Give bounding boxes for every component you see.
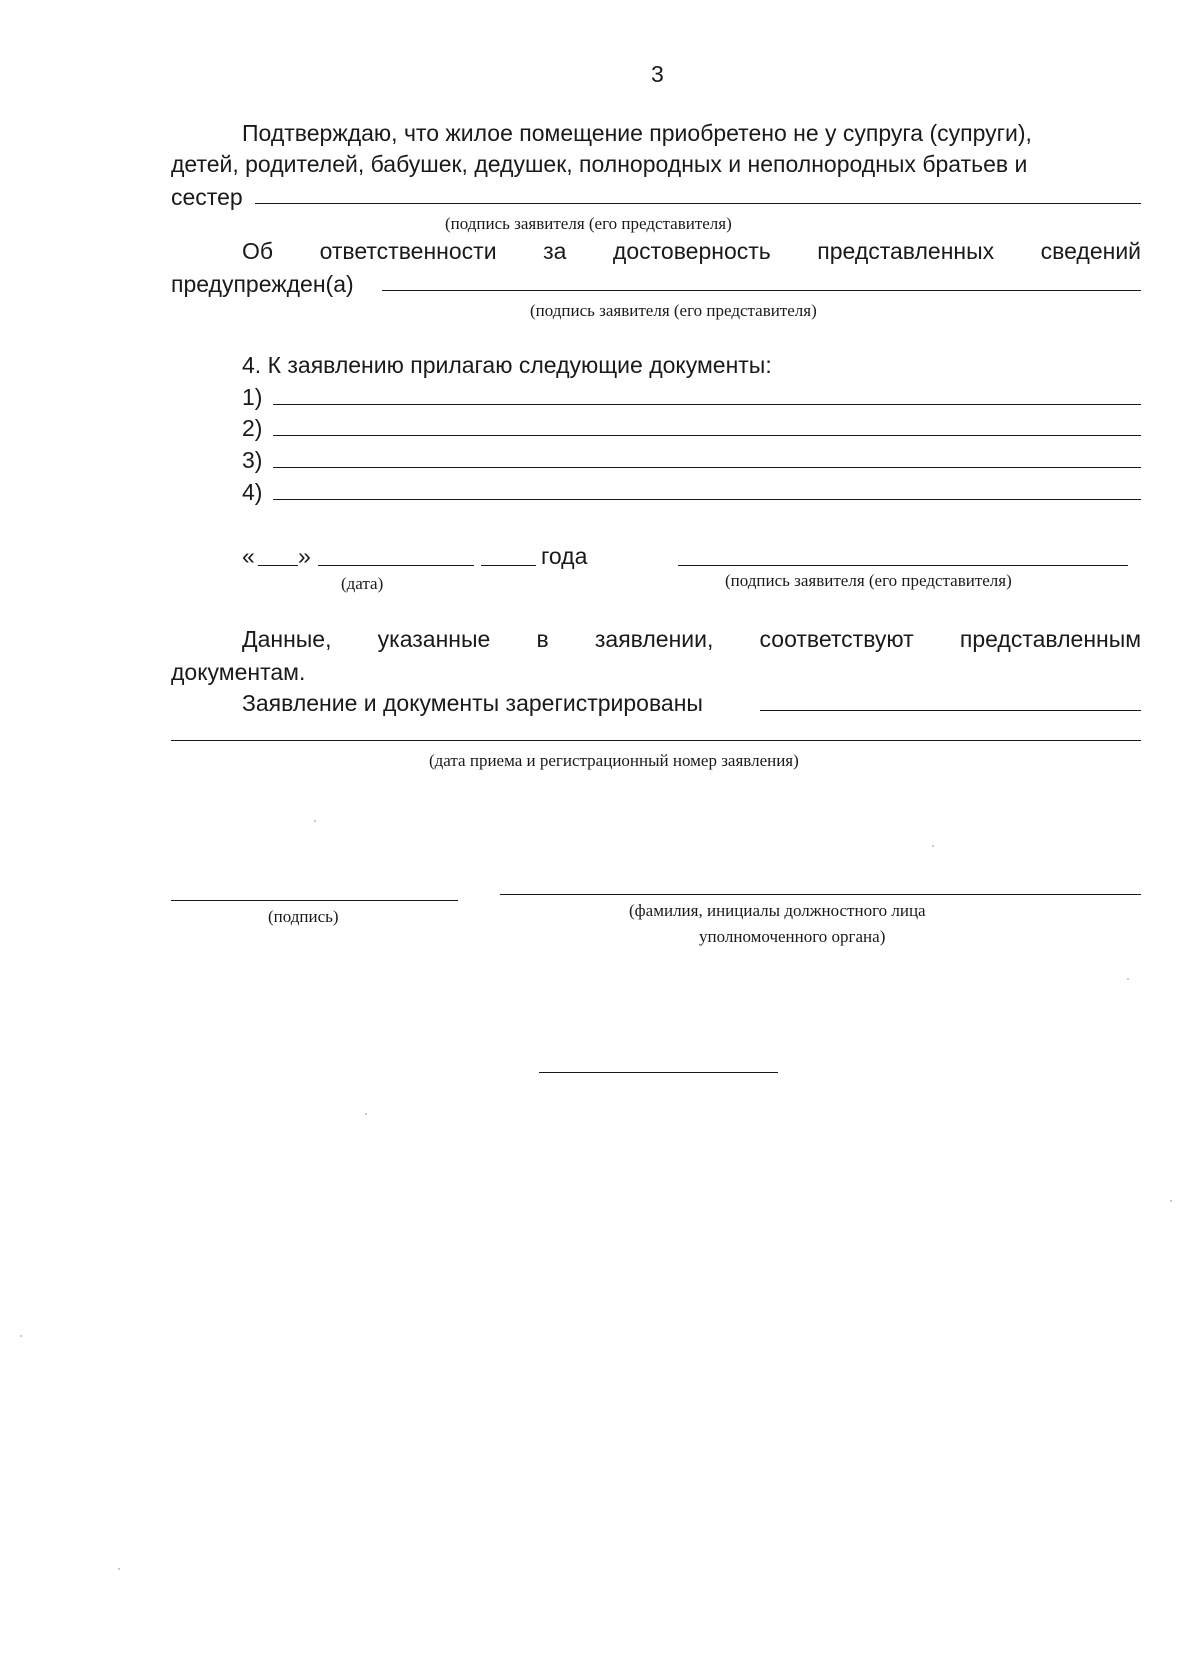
registration-caption: (дата приема и регистрационный номер заявления) xyxy=(429,751,799,770)
attachment-item-line[interactable] xyxy=(273,404,1141,405)
registration-line-1[interactable] xyxy=(760,710,1141,711)
attachment-item-number: 2) xyxy=(242,415,263,441)
responsibility-signature-line[interactable] xyxy=(382,290,1141,291)
date-caption: (дата) xyxy=(341,574,384,593)
office-word: в xyxy=(536,626,549,652)
attachment-item-line[interactable] xyxy=(273,435,1141,436)
officer-signature-line[interactable] xyxy=(171,900,458,901)
confirmation-signature-caption: (подпись заявителя (его представителя) xyxy=(445,214,732,233)
responsibility-word: сведений xyxy=(1040,238,1142,264)
scan-speck xyxy=(20,1335,22,1337)
date-quote-open: « xyxy=(242,543,255,569)
office-line-1 xyxy=(242,628,1141,651)
officer-signature-caption: (подпись) xyxy=(268,907,339,926)
date-year-line[interactable] xyxy=(481,565,536,566)
registration-line-2[interactable] xyxy=(171,740,1141,741)
responsibility-word: представленных xyxy=(817,238,995,264)
scan-speck xyxy=(314,820,316,822)
date-quote-close: » xyxy=(298,543,311,569)
date-month-line[interactable] xyxy=(318,565,474,566)
responsibility-word: достоверность xyxy=(612,238,771,264)
attachment-item-number: 3) xyxy=(242,447,263,473)
confirmation-signature-line[interactable] xyxy=(255,203,1141,204)
office-word: указанные xyxy=(377,626,491,652)
page-number: 3 xyxy=(651,61,664,87)
closing-rule xyxy=(539,1072,778,1073)
confirmation-line-2: детей, родителей, бабушек, дедушек, полнородных и неполнородных братьев и xyxy=(171,151,1028,177)
responsibility-line-1 xyxy=(242,240,1141,263)
scan-speck xyxy=(118,1568,120,1570)
office-word: соответствуют xyxy=(759,626,914,652)
officer-name-caption-line-2: уполномоченного органа) xyxy=(699,927,886,946)
officer-name-line[interactable] xyxy=(500,894,1141,895)
attachment-item-line[interactable] xyxy=(273,499,1141,500)
responsibility-word: за xyxy=(543,238,567,264)
scan-speck xyxy=(932,845,934,847)
office-word: заявлении, xyxy=(594,626,714,652)
responsibility-word: ответственности xyxy=(319,238,497,264)
responsibility-signature-caption: (подпись заявителя (его представителя) xyxy=(530,301,817,320)
scan-speck xyxy=(1170,1200,1172,1202)
responsibility-word: Об xyxy=(242,238,274,264)
confirmation-line-3-prefix: сестер xyxy=(171,184,243,210)
office-line-2: документам. xyxy=(171,659,306,685)
date-day-line[interactable] xyxy=(258,565,298,566)
attachment-item-number: 4) xyxy=(242,479,263,505)
attachments-heading: 4. К заявлению прилагаю следующие документы: xyxy=(242,352,772,378)
date-row-signature-line[interactable] xyxy=(678,565,1128,566)
date-row-signature-caption: (подпись заявителя (его представителя) xyxy=(725,571,1012,590)
registered-prefix: Заявление и документы зарегистрированы xyxy=(242,690,703,716)
scan-speck xyxy=(1127,978,1129,980)
attachment-item-line[interactable] xyxy=(273,467,1141,468)
attachment-item-number: 1) xyxy=(242,384,263,410)
officer-name-caption-line-1: (фамилия, инициалы должностного лица xyxy=(629,901,926,920)
confirmation-line-1: Подтверждаю, что жилое помещение приобретено не у супруга (супруги), xyxy=(242,120,1032,146)
office-word: представленным xyxy=(959,626,1142,652)
responsibility-line-2-prefix: предупрежден(а) xyxy=(171,271,354,297)
scan-speck xyxy=(365,1113,367,1115)
office-word: Данные, xyxy=(242,626,332,652)
date-year-word: года xyxy=(541,543,588,569)
